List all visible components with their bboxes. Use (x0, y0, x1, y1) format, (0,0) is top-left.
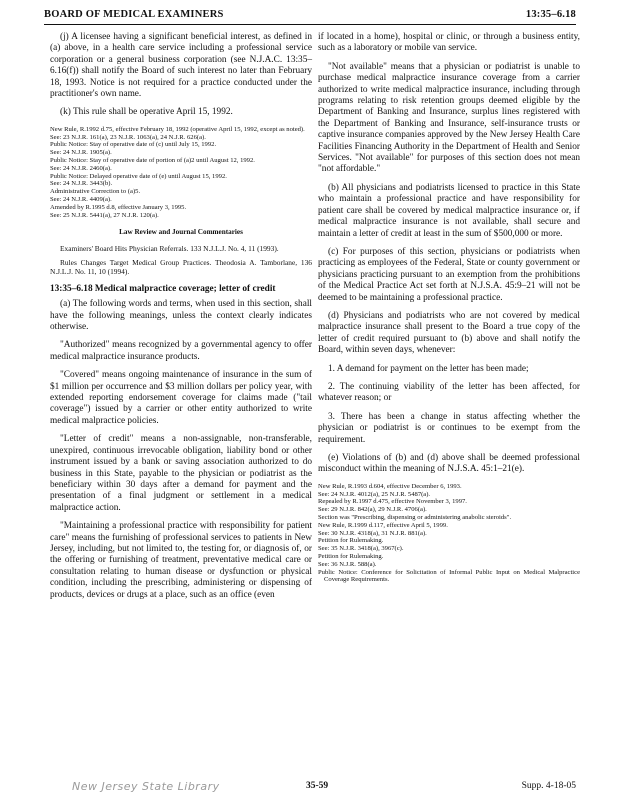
history-note: See: 25 N.J.R. 5441(a), 27 N.J.R. 120(a). (50, 211, 159, 219)
header-section-number: 13:35–6.18 (525, 9, 576, 20)
history-note: Section was "Prescribing, dispensing or administering anabolic steroids". (318, 514, 512, 521)
history-note: See: 29 N.J.R. 842(a), 29 N.J.R. 4706(a). (318, 506, 427, 514)
paragraph-c: (c) For purposes of this section, physicians or podiatrists when practicing as employees of the Federal, State or county government or physicians practicing pursuant to an exemption from the prohibitions of the Medical Practice Act set forth at N.J.S.A. 45:9–21 will not be deemed to be maintaining a professional practice. (318, 246, 580, 303)
definition-not-available: "Not available" means that a physician or podiatrist is unable to purchase medical malpractice insurance coverage from a carrier authorized to write medical malpractice insurance, including through programs relating to risk retention groups deemed eligible by the Department of Banking and Insurance, surplus lines registered with the Department of Banking and Insurance, self-insurance trusts or captive insurance companies approved by the New Jersey Health Care Facilities Financing Authority in the Department of Health and Senior Services. "Not available" for purposes of this section does not mean "not affordable." (318, 61, 580, 175)
paragraph-j: (j) A licensee having a significant beneficial interest, as defined in (a) above, in a health care service including a professional service corporation or a general business corporation (see N.J.A.C. 13:35–6.16(f)) shall notify the Board of such interest no later than February 18, 1993. Notice is not required for a practice conducted under the practitioner's own name. (50, 32, 312, 100)
law-review-heading: Law Review and Journal Commentaries (119, 228, 243, 237)
history-note: Amended by R.1995 d.8, effective January 3, 1995. (50, 203, 187, 211)
history-note: See: 24 N.J.R. 3443(b). (50, 180, 113, 188)
list-item-2: 2. The continuing viability of the letter has been affected, for whatever reason; or (318, 381, 580, 404)
history-note: Public Notice: Stay of operative date of portion of (a)2 until August 12, 1992. (50, 157, 255, 165)
left-column (50, 32, 312, 608)
right-column (318, 32, 580, 592)
history-note: Administrative Correction to (a)5. (50, 188, 141, 196)
history-note: See: 23 N.J.R. 161(a), 23 N.J.R. 1063(a), 24 N.J.R. 626(a). (50, 133, 206, 141)
running-header (44, 8, 576, 25)
paragraph-d: (d) Physicians and podiatrists who are not covered by medical malpractice insurance shall present to the Board a true copy of the letter of credit required pursuant to (b) above and shall notify the Board, within seven days, whenever: (318, 310, 580, 356)
history-note: Public Notice: Conference for Solicitation of Informal Public Input on Medical Malpractice Coverage Requirements. (318, 568, 580, 584)
paragraph-k: (k) This rule shall be operative April 15, 1992. (60, 107, 233, 118)
paragraph-a: (a) The following words and terms, when used in this section, shall have the following meanings, unless the context clearly indicates otherwise. (50, 299, 312, 333)
page-number: 35-59 (306, 781, 329, 791)
history-note: See: 24 N.J.R. 2460(a). (50, 164, 112, 172)
history-note: Repealed by R.1997 d.475, effective November 3, 1997. (318, 498, 467, 506)
list-item-1: 1. A demand for payment on the letter has been made; (328, 363, 529, 374)
history-note: Public Notice: Stay of operative date of (c) until July 15, 1992. (50, 141, 217, 149)
paragraph-e: (e) Violations of (b) and (d) above shall be deemed professional misconduct within the meaning of N.J.S.A. 45:1–21(e). (318, 453, 580, 475)
page-footer (44, 780, 576, 796)
history-note: See: 35 N.J.R. 3418(a), 3967(c). (318, 545, 404, 553)
history-notes-left (50, 126, 312, 220)
history-note: Petition for Rulemaking. (318, 537, 384, 545)
history-note: New Rule, R.1992 d.75, effective February 18, 1992 (operative April 15, 1992, except as noted). (50, 125, 305, 133)
history-note: Public Notice: Delayed operative date of (e) until August 15, 1992. (50, 172, 227, 180)
history-note: See: 24 N.J.R. 4409(a). (50, 196, 112, 204)
library-watermark: New Jersey State Library (72, 780, 220, 793)
section-heading: 13:35–6.18 Medical malpractice coverage; letter of credit (50, 283, 276, 294)
definition-covered: "Covered" means ongoing maintenance of insurance in the sum of $1 million per occurrence and $3 million dollars per policy year, with extended reporting endorsement coverage for claims made ("tail coverage") issued by a carrier or other entity authorized to write medical malpractice policies. (50, 370, 312, 426)
history-note: See: 36 N.J.R. 588(a). (318, 560, 377, 568)
history-note: See: 24 N.J.R. 1905(a). (50, 149, 112, 157)
law-review-entry: Examiners' Board Hits Physician Referrals. 133 N.J.L.J. No. 4, 11 (1993). (60, 243, 279, 253)
history-note: See: 24 N.J.R. 4012(a), 25 N.J.R. 5487(a). (318, 490, 431, 498)
header-title: BOARD OF MEDICAL EXAMINERS (44, 9, 224, 20)
supplement-date: Supp. 4-18-05 (521, 781, 576, 791)
history-note: New Rule, R.1993 d.604, effective December 6, 1993. (318, 482, 462, 490)
history-notes-right (318, 483, 580, 584)
history-note: Petition for Rulemaking. (318, 552, 384, 560)
history-note: See: 30 N.J.R. 4318(a), 31 N.J.R. 881(a). (318, 529, 427, 537)
continued-text: if located in a home), hospital or clinic, or through a business entity, such as a laboratory or mobile van service. (318, 32, 580, 54)
list-item-3: 3. There has been a change in status affecting whether the physician or podiatrist is or continues to be exempt from the requirement. (318, 411, 580, 445)
history-note: New Rule, R.1999 d.117, effective April 5, 1999. (318, 521, 448, 529)
law-review-entry: Rules Changes Target Medical Group Practices. Theodosia A. Tamborlane, 136 N.J.L.J. No. 11, 10 (1994). (50, 257, 312, 276)
paragraph-b: (b) All physicians and podiatrists licensed to practice in this State who maintain a professional practice and have responsibility for patient care shall be covered by medical malpractice insurance or, if medical malpractice insurance is not available, shall secure and maintain a letter of credit at least in the sum of $500,000 or more. (318, 182, 580, 239)
definition-maintaining-practice: "Maintaining a professional practice with responsibility for patient care" means the furnishing of professional services to patients in New Jersey, including, but not limited to, the testing for, or diagnosis of, or the offering or furnishing of treatment, preventative medical care or consultation relating to human disease or dysfunction or physical condition, including the prescribing, administering or dispensing of products, devices or drugs at a place, such as an office (even (50, 521, 312, 600)
definition-letter-of-credit: "Letter of credit" means a non-assignable, non-transferable, unexpired, continuous irrevocable obligation, liability bond or other instrument issued by a bank or saving association authorized to do business in this State, payable to the physician or podiatrist as the beneficiary within 30 days after a demand for payment and the presentation of a final judgment or settlement in a medical malpractice action. (50, 434, 312, 513)
definition-authorized: "Authorized" means recognized by a governmental agency to offer medical malpractice insurance products. (50, 340, 312, 362)
